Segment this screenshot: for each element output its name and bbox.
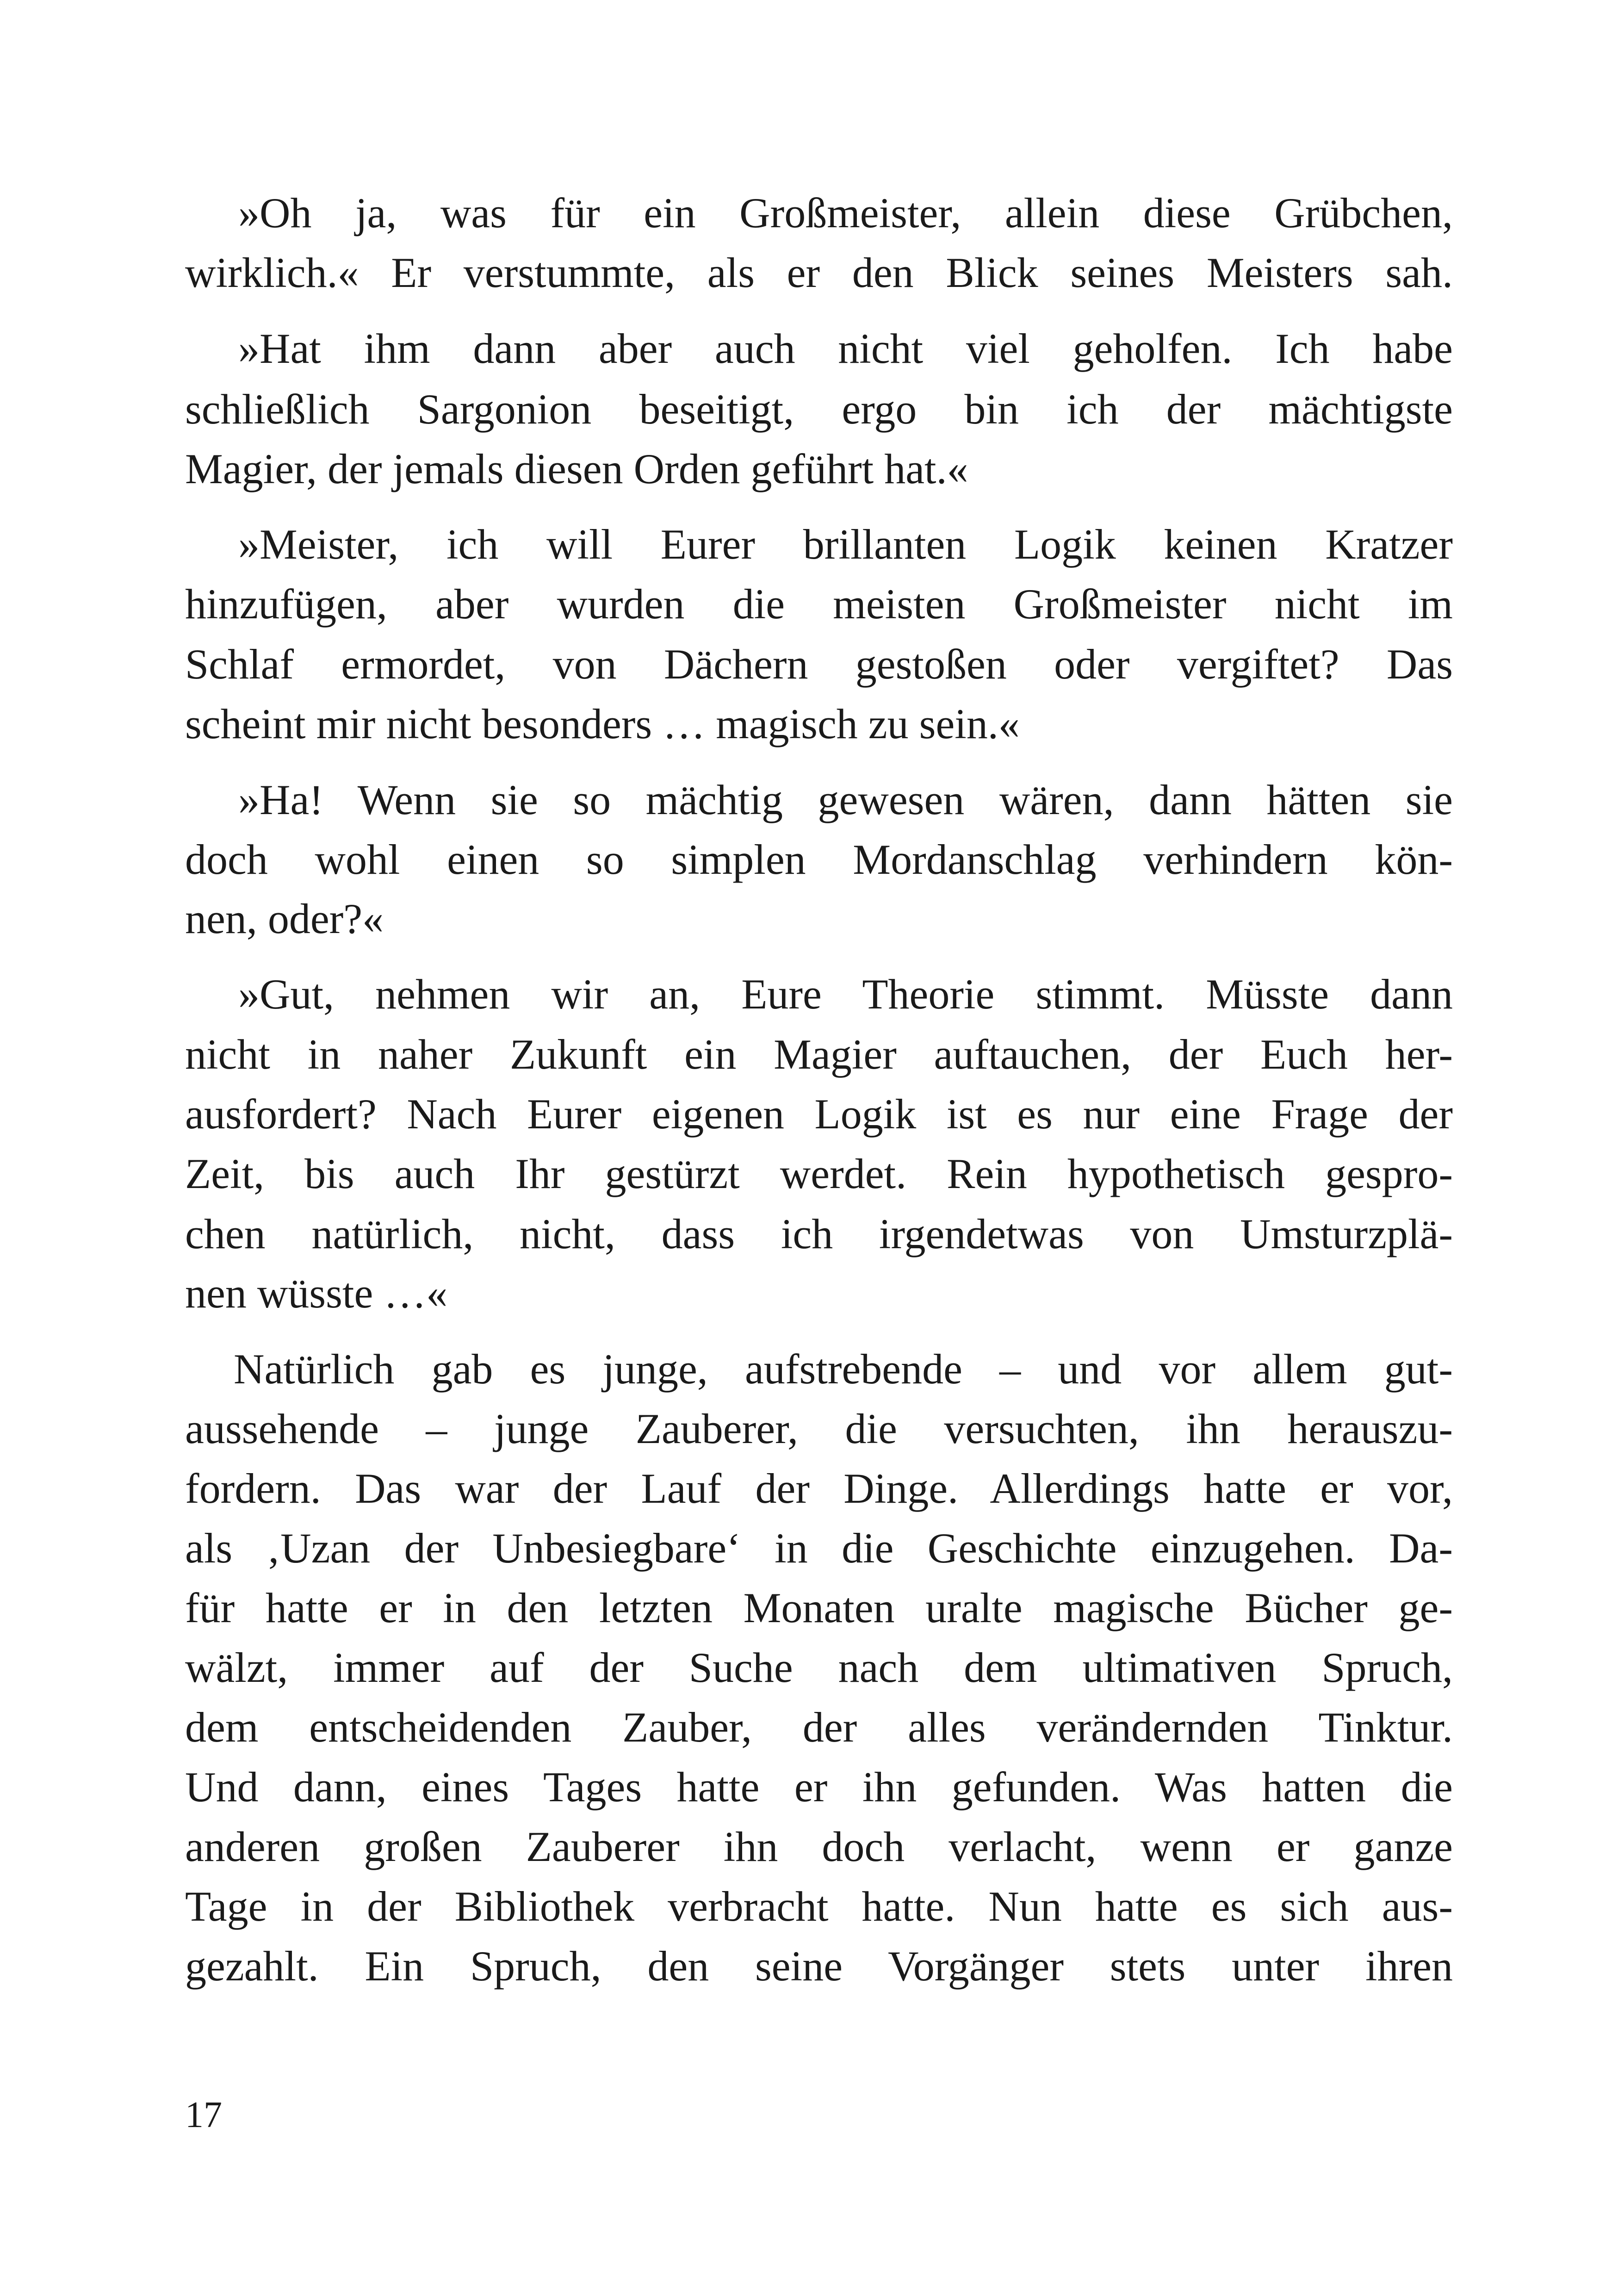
text-line: aussehende – junge Zauberer, die versuchten, ihn herauszu- xyxy=(185,1405,1453,1452)
text-line: nicht in naher Zukunft ein Magier auftauchen, der Euch her- xyxy=(185,1031,1453,1078)
text-line: wälzt, immer auf der Suche nach dem ultimativen Spruch, xyxy=(185,1644,1453,1691)
text-line: Zeit, bis auch Ihr gestürzt werdet. Rein hypothetisch gespro- xyxy=(185,1150,1453,1197)
text-line: nen wüsste …« xyxy=(185,1269,448,1317)
text-line: hinzufügen, aber wurden die meisten Großmeister nicht im xyxy=(185,580,1453,628)
text-line: »Ha! Wenn sie so mächtig gewesen wären, dann hätten sie xyxy=(238,776,1453,823)
text-line: schließlich Sargonion beseitigt, ergo bin ich der mächtigste xyxy=(185,386,1453,433)
text-line: Schlaf ermordet, von Dächern gestoßen oder vergiftet? Das xyxy=(185,641,1453,688)
text-line: doch wohl einen so simplen Mordanschlag verhindern kön- xyxy=(185,836,1453,883)
text-line: Und dann, eines Tages hatte er ihn gefunden. Was hatten die xyxy=(185,1763,1453,1811)
text-line: ausfordert? Nach Eurer eigenen Logik ist es nur eine Frage der xyxy=(185,1090,1453,1138)
text-line: gezahlt. Ein Spruch, den seine Vorgänger stets unter ihren xyxy=(185,1942,1453,1990)
text-line: Magier, der jemals diesen Orden geführt hat.« xyxy=(185,445,968,492)
text-line: nen, oder?« xyxy=(185,895,384,942)
text-line: für hatte er in den letzten Monaten uralte magische Bücher ge- xyxy=(185,1584,1453,1631)
text-line: wirklich.« Er verstummte, als er den Blick seines Meisters sah. xyxy=(185,249,1453,296)
page-number: 17 xyxy=(185,2095,222,2135)
text-line: »Hat ihm dann aber auch nicht viel geholfen. Ich habe xyxy=(238,325,1453,372)
text-line: fordern. Das war der Lauf der Dinge. Allerdings hatte er vor, xyxy=(185,1465,1453,1512)
text-line: dem entscheidenden Zauber, der alles verändernden Tinktur. xyxy=(185,1704,1453,1751)
text-line: chen natürlich, nicht, dass ich irgendetwas von Umsturzplä- xyxy=(185,1210,1453,1257)
text-line: als ‚Uzan der Unbesiegbare‘ in die Geschichte einzugehen. Da- xyxy=(185,1524,1453,1572)
text-line: »Meister, ich will Eurer brillanten Logik keinen Kratzer xyxy=(238,521,1453,568)
text-line: »Gut, nehmen wir an, Eure Theorie stimmt. Müsste dann xyxy=(238,971,1453,1018)
text-line: »Oh ja, was für ein Großmeister, allein diese Grübchen, xyxy=(238,189,1453,236)
text-line: Tage in der Bibliothek verbracht hatte. Nun hatte es sich aus- xyxy=(185,1883,1453,1930)
text-line: anderen großen Zauberer ihn doch verlacht, wenn er ganze xyxy=(185,1823,1453,1870)
text-line: scheint mir nicht besonders … magisch zu sein.« xyxy=(185,700,1020,747)
text-line: Natürlich gab es junge, aufstrebende – und vor allem gut- xyxy=(234,1345,1453,1393)
